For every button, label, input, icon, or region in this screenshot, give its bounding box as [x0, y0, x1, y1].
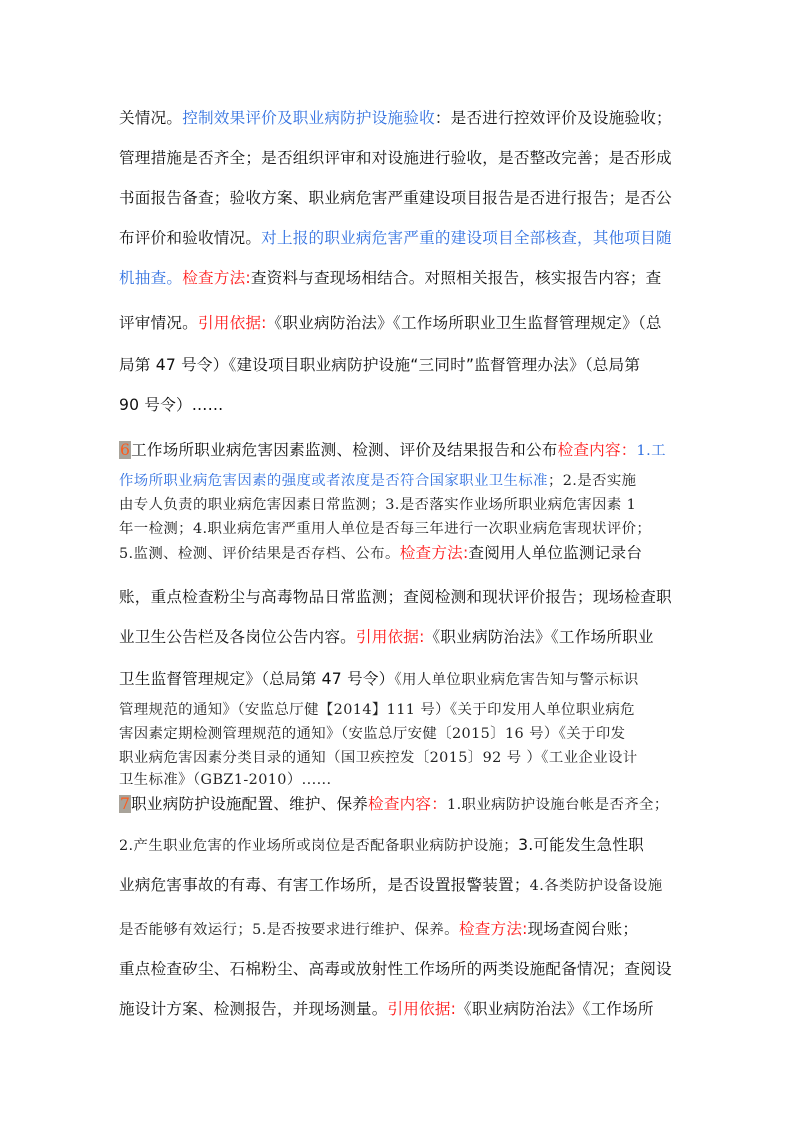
section-label: 检查方法:	[399, 544, 469, 562]
text-line	[119, 146, 679, 168]
text-segment: 害因素定期检测管理规范的通知》（安监总厅安健〔2015〕16 号）《关于印发	[119, 726, 626, 742]
text-line	[119, 873, 679, 895]
text-segment: 职业病防护设施配置、维护、保养	[131, 795, 369, 813]
text-line	[119, 997, 679, 1019]
text-line	[119, 469, 679, 490]
text-segment: 《职业病防治法》《工作场所职业	[424, 628, 654, 646]
section-label: 引用依据:	[355, 628, 425, 646]
text-segment: 5.监测、检测、评价结果是否存档、公布。	[119, 546, 400, 562]
text-segment: 现场查阅台账；	[527, 920, 639, 938]
text-segment: ：是否进行控效评价及设施验收；	[434, 109, 672, 127]
text-segment: 局第 47 号令）《建设项目职业病防护设施“三同时”监督管理办法》（总局第	[119, 356, 641, 374]
section-label: 检查方法:	[458, 920, 528, 938]
text-segment: 布评价和验收情况。	[119, 229, 262, 247]
text-segment: 90 号令）……	[119, 396, 224, 414]
text-segment: 查资料与查现场相结合。对照相关报告，核实报告内容；查	[250, 269, 662, 287]
text-segment: 关情况。	[119, 109, 183, 127]
text-segment: 查阅用人单位监测记录台	[468, 544, 643, 562]
item-number-badge: 6	[120, 441, 131, 459]
text-line	[119, 917, 679, 939]
text-segment: 业病危害事故的有毒、有害工作场所，是否设置报警装置；	[119, 876, 530, 894]
text-segment: 2.产生职业危害的作业场所或岗位是否配备职业病防护设施；	[119, 838, 519, 854]
text-segment: 评审情况。	[119, 314, 198, 332]
text-line	[119, 266, 679, 288]
text-segment: 工作场所职业病危害因素监测、检测、评价及结果报告和公布	[131, 441, 558, 459]
text-line	[119, 311, 679, 333]
text-line	[119, 585, 679, 607]
text-segment: 年一检测；4.职业病危害严重用人单位是否每三年进行一次职业病危害现状评价；	[119, 521, 652, 537]
text-line	[119, 226, 679, 248]
section-label: 检查内容：	[557, 441, 637, 459]
text-line	[119, 667, 679, 689]
highlighted-text: 1.工	[636, 443, 666, 459]
text-segment: 《职业病防治法》《工作场所	[456, 1000, 654, 1018]
section-label: 引用依据:	[197, 314, 267, 332]
text-line	[119, 517, 679, 538]
text-line	[119, 438, 679, 460]
text-segment: 重点检查矽尘、石棉粉尘、高毒或放射性工作场所的两类设施配备情况；查阅设	[119, 960, 672, 978]
text-segment: ；2.是否实施	[547, 473, 637, 489]
highlighted-text: 对上报的职业病危害严重的建设项目全部核查，其他项目随	[261, 229, 672, 247]
item-number-badge: 7	[120, 795, 131, 813]
text-segment: 1.职业病防护设施台帐是否齐全；	[447, 797, 669, 813]
text-segment: 3.可能发生急性职	[518, 836, 644, 854]
text-segment: 账，重点检查粉尘与高毒物品日常监测；查阅检测和现状评价报告；现场检查职	[119, 588, 672, 606]
text-line	[119, 768, 679, 789]
text-line	[119, 493, 679, 514]
highlighted-text: 机抽查。	[119, 269, 183, 287]
section-label: 引用依据:	[387, 1000, 457, 1018]
text-line	[119, 722, 679, 743]
section-label: 检查内容：	[368, 795, 448, 813]
text-line	[119, 186, 679, 208]
text-line	[119, 541, 679, 563]
text-line	[119, 698, 679, 719]
text-segment: 卫生监督管理规定》（总局第 47 号令）	[119, 670, 395, 688]
text-segment: 《用人单位职业病危害告知与警示标识	[394, 672, 639, 688]
text-line	[119, 792, 679, 814]
text-segment: 4.各类防护设备设施	[529, 878, 663, 894]
text-segment: 书面报告备查；验收方案、职业病危害严重建设项目报告是否进行报告；是否公	[119, 189, 672, 207]
text-line	[119, 833, 679, 855]
text-segment: 施设计方案、检测报告，并现场测量。	[119, 1000, 388, 1018]
text-line	[119, 353, 679, 375]
highlighted-text: 作场所职业病危害因素的强度或者浓度是否符合国家职业卫生标准	[119, 473, 548, 489]
text-segment: 业卫生公告栏及各岗位公告内容。	[119, 628, 356, 646]
text-segment: 管理规范的通知》（安监总厅健【2014】111 号）《关于印发用人单位职业病危	[119, 702, 635, 718]
text-segment: 是否能够有效运行；5.是否按要求进行维护、保养。	[119, 922, 459, 938]
text-line	[119, 393, 679, 415]
text-segment: 管理措施是否齐全；是否组织评审和对设施进行验收，是否整改完善；是否形成	[119, 149, 672, 167]
text-segment: 卫生标准》（GBZ1-2010）......	[119, 772, 332, 788]
text-line	[119, 106, 679, 128]
text-line	[119, 746, 679, 767]
section-label: 检查方法:	[182, 269, 251, 287]
text-line	[119, 957, 679, 979]
text-line	[119, 625, 679, 647]
text-segment: 职业病危害因素分类目录的通知（国卫疾控发〔2015〕92 号 ）《工业企业设计	[119, 750, 638, 766]
text-segment: 由专人负责的职业病危害因素日常监测；3.是否落实作业场所职业病危害因素 1	[119, 497, 637, 513]
highlighted-text: 控制效果评价及职业病防护设施验收	[182, 109, 435, 127]
text-segment: 《职业病防治法》《工作场所职业卫生监督管理规定》（总	[266, 314, 662, 332]
